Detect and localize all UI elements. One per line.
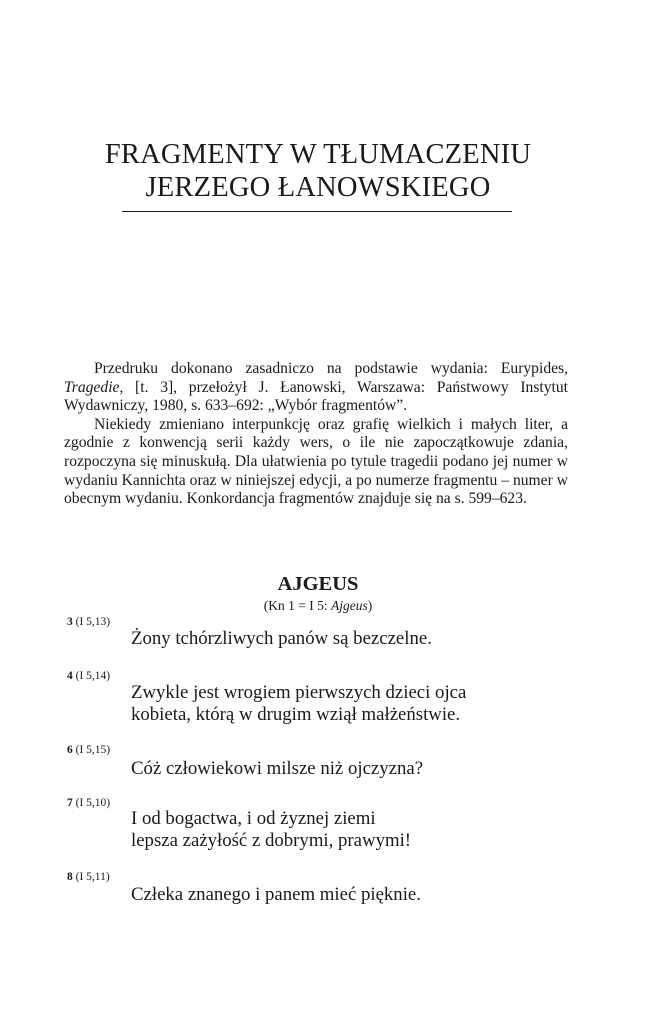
title-line-1: FRAGMENTY W TŁUMACZENIU bbox=[104, 139, 532, 170]
section-subtitle bbox=[0, 598, 636, 614]
fragment-line: lepsza zażyłość z dobrymi, prawymi! bbox=[131, 830, 412, 851]
fragment-text bbox=[131, 808, 411, 852]
section-title: AJGEUS bbox=[277, 573, 359, 595]
fragment-line: I od bogactwa, i od żyznej ziemi bbox=[131, 808, 376, 829]
fragment-ref: 4 (I 5,14) bbox=[67, 670, 111, 682]
section-sub-italic: Ajgeus bbox=[330, 598, 368, 613]
section-sub-end: ) bbox=[367, 598, 373, 613]
intro-paragraph-2: Niekiedy zmieniano interpunkcję oraz grafię wielkich i małych liter, a zgodnie z konwencją serii każdy wers, o ile nie zapoczątkowuje zdania, rozpoczyna się minuskułą. Dla ułatwienia po tytule tragedii podano jej numer w wydaniu Kannichta oraz w niniejszej edycji, a po numerze fragmentu – numer w obecnym wydaniu. Konkordancja fragmentów znajduje się na s. 599–623. bbox=[64, 415, 568, 508]
intro-p1-start: Przedruku dokonano zasadniczo na podstawie wydania: Eurypides, bbox=[94, 360, 568, 377]
fragment-text bbox=[131, 758, 423, 780]
fragment-ref: 7 (I 5,10) bbox=[67, 797, 111, 809]
page-title bbox=[0, 138, 636, 204]
intro-paragraph-1 bbox=[64, 360, 568, 416]
fragment-ref: 8 (I 5,11) bbox=[67, 871, 110, 883]
section-sub-start: (Kn 1 = I 5: bbox=[263, 598, 331, 613]
intro-p1-end: , [t. 3], przełożył J. Łanowski, Warszawa: Państwowy Instytut Wydawniczy, 1980, s. 633–692: „Wybór fragmentów”. bbox=[64, 378, 568, 415]
fragment-text bbox=[131, 628, 432, 650]
fragment-text bbox=[131, 884, 421, 906]
fragment-line: Człeka znanego i panem mieć pięknie. bbox=[131, 884, 421, 905]
fragment-line: Cóż człowiekowi milsze niż ojczyzna? bbox=[131, 758, 424, 779]
fragment-ref: 6 (I 5,15) bbox=[67, 744, 111, 756]
fragment-line: Żony tchórzliwych panów są bezczelne. bbox=[131, 628, 432, 649]
title-line-2: JERZEGO ŁANOWSKIEGO bbox=[145, 172, 491, 203]
intro-p1-italic: Tragedie bbox=[64, 378, 120, 396]
fragment-line: Zwykle jest wrogiem pierwszych dzieci ojca bbox=[131, 682, 467, 703]
fragment-ref: 3 (I 5,13) bbox=[67, 616, 111, 628]
intro-text bbox=[64, 360, 568, 509]
title-underline bbox=[122, 211, 512, 212]
fragment-line: kobieta, którą w drugim wziął małżeństwie. bbox=[131, 704, 461, 725]
fragment-text bbox=[131, 682, 466, 726]
